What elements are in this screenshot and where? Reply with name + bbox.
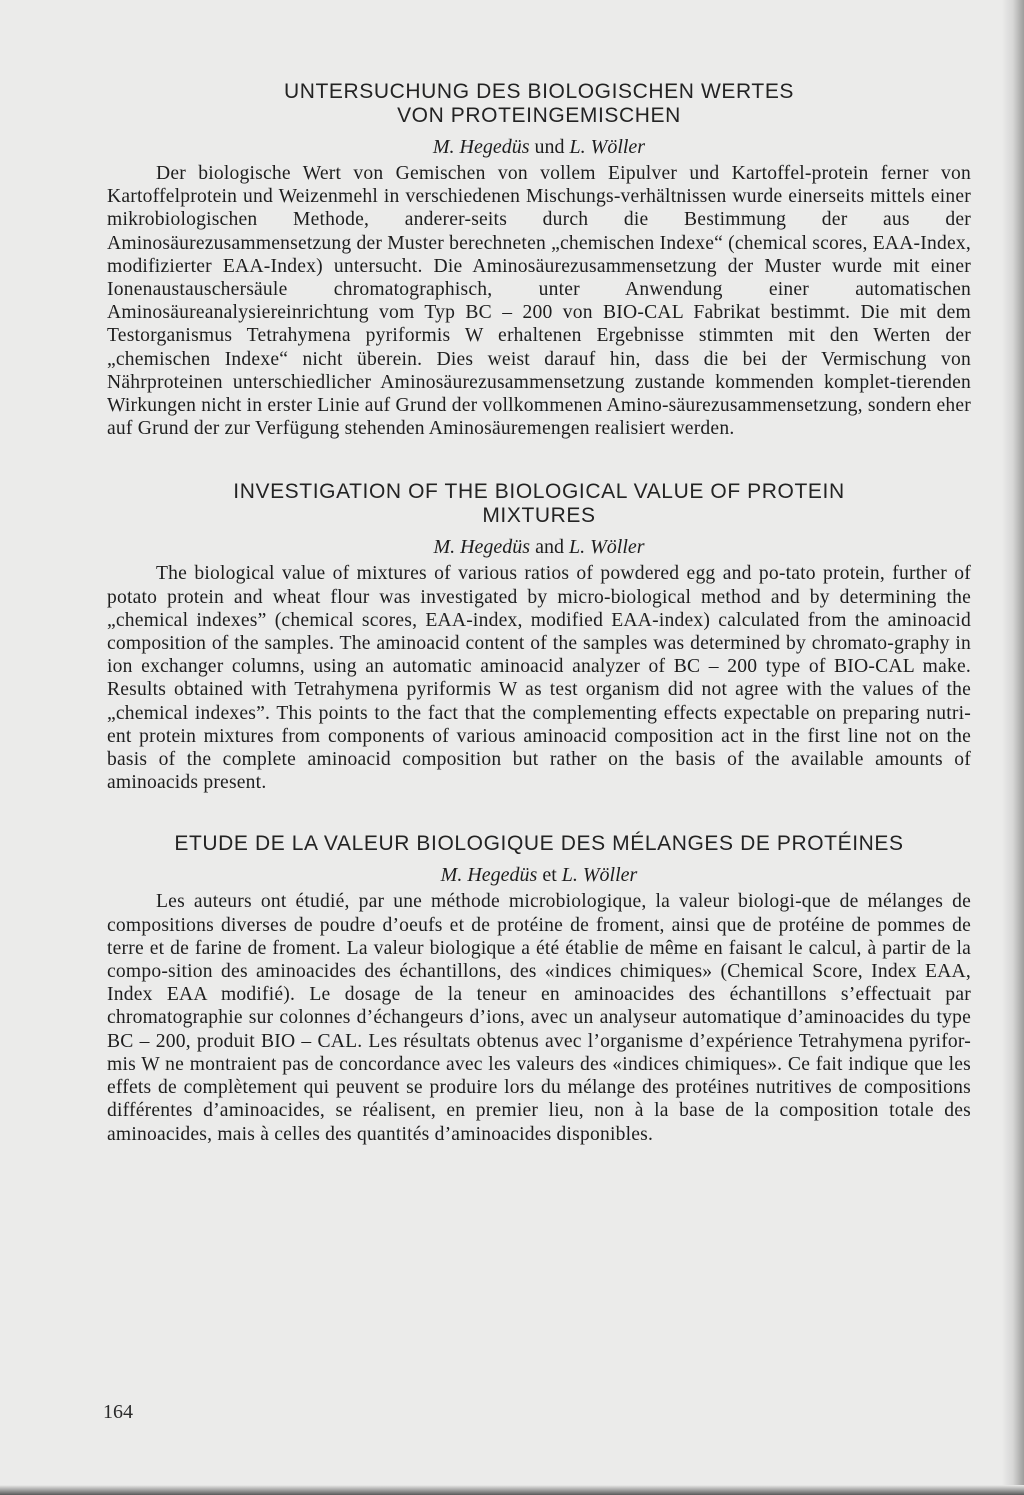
english-author-conjunction: and (535, 536, 564, 559)
german-abstract-text: Der biologische Wert von Gemischen von vollem Eipulver und Kartoffel-protein ferner von Kartoffelprotein und Weizenmehl in verschiedenen Mischungs-verhältnissen wurde einerseits mittels einer mikrobiologischen Methode, anderer-seits durch die Bestimmung der aus der Aminosäurezusammensetzung der Muster berechneten „chemischen Indexe“ (chemical scores, EAA-Index, modifizierter EAA-Index) untersucht. Die Aminosäurezusammensetzung der Muster wurde mit einer Ionenaustauschersäule chromatographisch, unter Anwendung einer automatischen Aminosäureanalysiereinrichtung vom Typ BC – 200 von BIO-CAL Fabrikat bestimmt. Die mit dem Testorganismus Tetrahymena pyriformis W erhaltenen Ergebnisse stimmten mit den Werten der „chemischen Indexe“ nicht überein. Dies weist darauf hin, dass die bei der Vermischung von Nährproteinen unterschiedlicher Aminosäurezusammensetzung zustande kommenden komplet-tierenden Wirkungen nicht in erster Linie auf Grund der vollkommenen Amino-säurezusammensetzung, sondern eher auf Grund der zur Verfügung stehenden Aminosäuremengen realisiert werden. (107, 163, 971, 440)
english-author-2: L. Wöller (568, 536, 645, 559)
english-title (107, 480, 971, 528)
german-author-2: L. Wöller (569, 136, 646, 158)
german-authors (107, 134, 971, 160)
german-author-conjunction: und (534, 136, 565, 158)
french-abstract-text: Les auteurs ont étudié, par une méthode microbiologique, la valeur biologi-que de mélanges de compositions diverses de poudre d’oeufs et de protéine de froment, ainsi que de protéine de pommes de terre et de farine de froment. La valeur biologique a été établie de même en faisant le calcul, à partir de la compo-sition des aminoacides des échantillons, des «indices chimiques» (Chemical Score, Index EAA, Index EAA modifié). Le dosage de la teneur en aminoacides des échantillons s’effectuait par chromatographie sur colonnes d’échangeurs d’ions, avec un analyseur automatique d’aminoacides du type BC – 200, produit BIO – CAL. Les résultats obtenus avec l’organisme d’expérience Tetrahymena pyrifor-mis W ne montraient pas de concordance avec les valeurs des «indices chimiques». Ce fait indique que les effets de complètement qui peuvent se produire lors du mélange des protéines nutritives de compositions différentes d’aminoacides, se réalisent, en premier lieu, non à la base de la composition totale des aminoacides, mais à celles des quantités d’aminoacides disponibles. (107, 891, 971, 1145)
english-abstract-section (107, 480, 971, 794)
page-edge-shadow (1002, 0, 1024, 1495)
english-title-line1: INVESTIGATION OF THE BIOLOGICAL VALUE OF PROTEIN (233, 480, 845, 504)
english-abstract-text: The biological value of mixtures of various ratios of powdered egg and po-tato protein, further of potato protein and wheat flour was investigated by micro-biological method and by determining the „chemical indexes” (chemical scores, EAA-index, modified EAA-index) calculated from the aminoacid composition of the samples. The aminoacid content of the samples was determined by chromato-graphy in ion exchanger columns, using an automatic aminoacid analyzer of BC – 200 type of BIO-CAL make. Results obtained with Tetrahymena pyriformis W as test organism did not agree with the values of the „chemical indexes”. This points to the fact that the complementing effects expectable on preparing nutri-ent protein mixtures from components of various aminoacid composition act in the first line not on the basis of the complete aminoacid composition but rather on the basis of the available amounts of aminoacids present. (107, 563, 971, 794)
german-title-line2: VON PROTEINGEMISCHEN (397, 104, 681, 127)
french-author-2: L. Wöller (561, 864, 638, 887)
french-abstract-section (107, 832, 971, 1145)
german-abstract-section (107, 80, 971, 440)
german-author-1: M. Hegedüs (432, 136, 530, 158)
french-authors (107, 862, 971, 888)
english-authors (107, 534, 971, 560)
german-title-line1: UNTERSUCHUNG DES BIOLOGISCHEN WERTES (283, 80, 795, 103)
english-author-1: M. Hegedüs (433, 536, 531, 559)
french-title (107, 832, 971, 856)
english-title-line2: MIXTURES (482, 504, 596, 528)
document-body (107, 80, 971, 1146)
french-author-1: M. Hegedüs (440, 864, 538, 887)
french-title-line1: ETUDE DE LA VALEUR BIOLOGIQUE DES MÉLANGES DE PROTÉINES (174, 832, 904, 856)
page-number: 164 (103, 1401, 133, 1423)
german-title (107, 80, 971, 128)
page-bottom-edge (0, 1485, 1024, 1495)
french-author-conjunction: et (542, 864, 557, 887)
